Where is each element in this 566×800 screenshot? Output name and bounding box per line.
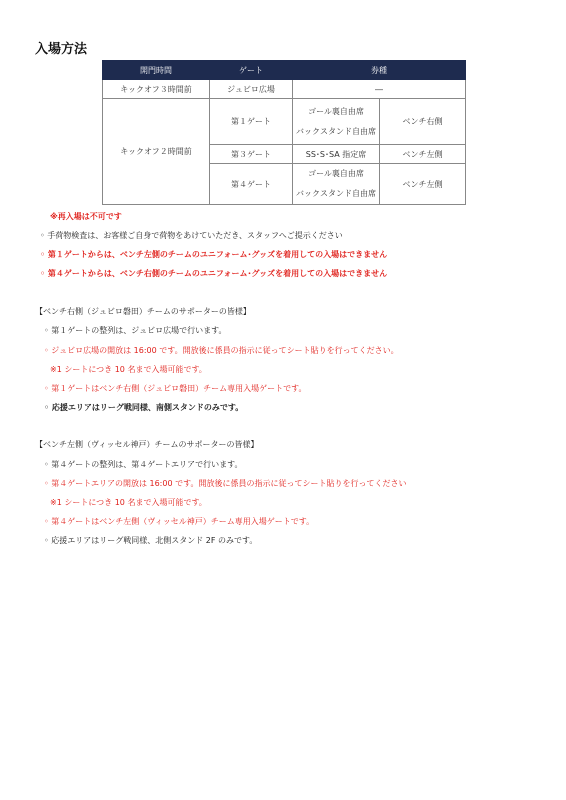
cell-ticket: [293, 99, 380, 145]
list-item: ◦ 応援エリアはリーグ戦同様、南側スタンドのみです。: [44, 403, 244, 412]
entry-table: [102, 60, 466, 205]
baggage-note: ◦ 手荷物検査は、お客様ご自身で荷物をあけていただき、スタッフへご提示ください: [40, 231, 343, 240]
no-reentry-note: ※再入場は不可です: [50, 212, 122, 221]
gate1-warning: ◦ 第１ゲートからは、ベンチ左側のチームのユニフォーム･グッズを着用しての入場はできません: [40, 250, 388, 259]
cell-bench-side: ベンチ左側: [380, 145, 466, 164]
cell-ticket: ―: [293, 80, 466, 99]
page-title: 入場方法: [35, 42, 88, 57]
cell-bench-side: ベンチ右側: [380, 99, 466, 145]
cell-time: キックオフ２時間前: [103, 99, 210, 205]
list-item: ◦ 第４ゲートの整列は、第４ゲートエリアで行います。: [44, 460, 243, 469]
gate4-warning: ◦ 第４ゲートからは、ベンチ右側のチームのユニフォーム･グッズを着用しての入場はできません: [40, 269, 388, 278]
header-ticket: 券種: [293, 61, 466, 80]
ticket-type: ゴール裏自由席: [308, 169, 364, 178]
cell-gate: 第１ゲート: [210, 99, 293, 145]
list-item: ◦ 第１ゲートの整列は、ジュビロ広場で行います。: [44, 326, 227, 335]
table-row: [103, 99, 466, 145]
cell-ticket: SS･S･SA 指定席: [293, 145, 380, 164]
cell-bench-side: ベンチ左側: [380, 164, 466, 205]
list-item: ※1 シートにつき 10 名まで入場可能です。: [50, 498, 207, 507]
cell-time: キックオフ３時間前: [103, 80, 210, 99]
list-item: ◦ 第４ゲートはベンチ左側（ヴィッセル神戸）チーム専用入場ゲートです。: [44, 517, 315, 526]
cell-gate: 第３ゲート: [210, 145, 293, 164]
left-bench-heading: 【ベンチ左側（ヴィッセル神戸）チームのサポーターの皆様】: [35, 440, 259, 449]
header-gate: ゲート: [210, 61, 293, 80]
ticket-type: バックスタンド自由席: [296, 189, 376, 198]
list-item: ◦ 応援エリアはリーグ戦同様、北側スタンド 2F のみです。: [44, 536, 258, 545]
list-item: ◦ 第４ゲートエリアの開放は 16:00 です。開放後に係員の指示に従ってシート貼りを行ってください: [44, 479, 407, 488]
cell-gate: 第４ゲート: [210, 164, 293, 205]
table-row: [103, 80, 466, 99]
header-open-time: 開門時間: [103, 61, 210, 80]
ticket-type: ゴール裏自由席: [308, 106, 364, 116]
table-header-row: [103, 61, 466, 80]
cell-gate: ジュビロ広場: [210, 80, 293, 99]
right-bench-heading: 【ベンチ右側（ジュビロ磐田）チームのサポーターの皆様】: [35, 307, 251, 316]
list-item: ◦ ジュビロ広場の開放は 16:00 です。開放後に係員の指示に従ってシート貼りを行ってください。: [44, 346, 399, 355]
cell-ticket: [293, 164, 380, 205]
list-item: ◦ 第１ゲートはベンチ右側（ジュビロ磐田）チーム専用入場ゲートです。: [44, 384, 307, 393]
list-item: ※1 シートにつき 10 名まで入場可能です。: [50, 365, 207, 374]
ticket-type: バックスタンド自由席: [296, 126, 376, 136]
